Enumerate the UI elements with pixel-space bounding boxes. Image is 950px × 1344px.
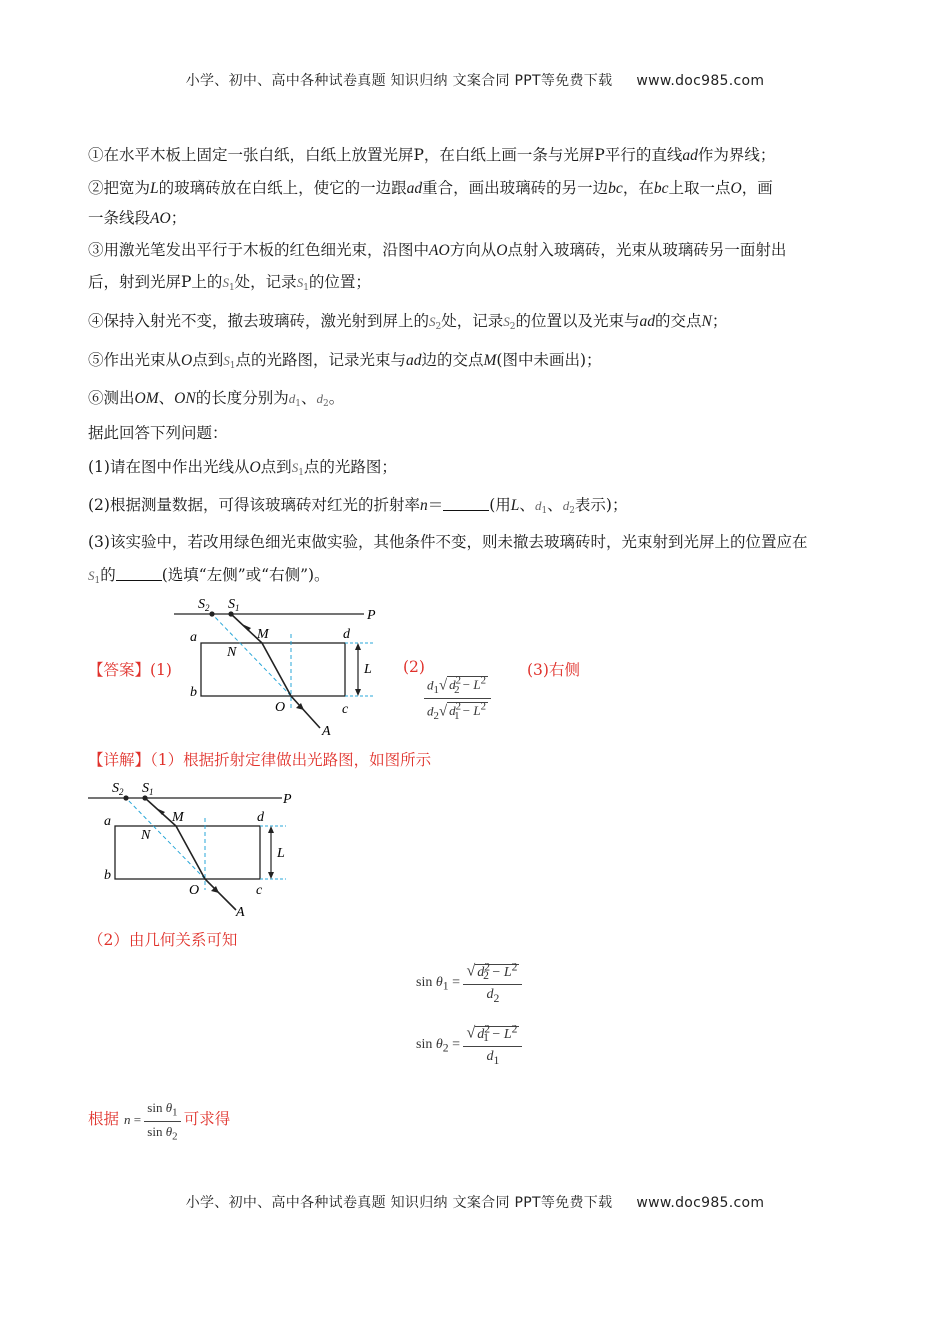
svg-text:O: O	[189, 883, 200, 898]
svg-text:P: P	[283, 792, 292, 807]
header-site: www.doc985.com	[636, 73, 765, 89]
step-3: ③用激光笔发出平行于木板的红色细光束，沿图中AO方向从O点射入玻璃砖，光束从玻璃砖另一面射出	[88, 241, 787, 259]
svg-text:a: a	[190, 630, 197, 645]
detail-intro: 【详解】（1）根据折射定律做出光路图，如图所示	[88, 751, 432, 769]
questions-intro: 据此回答下列问题：	[88, 424, 228, 442]
page-footer	[0, 1192, 950, 1212]
svg-text:A: A	[236, 905, 245, 920]
answer-part-3: (3)右侧	[527, 661, 580, 679]
formula-sin-theta-2: $\sin \theta_2$ = $\frac{√ d^2_1 - L^2}{d_1}$	[416, 1022, 522, 1067]
svg-text:d: d	[343, 627, 350, 642]
detail-part-2: （2）由几何关系可知	[88, 931, 238, 949]
page-header	[0, 70, 950, 90]
svg-text:L: L	[364, 662, 372, 677]
svg-text:P: P	[367, 608, 376, 623]
step-2-cont: 一条线段AO；	[88, 209, 187, 227]
step-2: ②把宽为L的玻璃砖放在白纸上，使它的一边跟ad重合，画出玻璃砖的另一边bc，在bc上取一点O，画	[88, 179, 773, 197]
question-1: (1)请在图中作出光线从O点到$S_1$点的光路图；	[88, 458, 397, 478]
footer-title: 小学、初中、高中各种试卷真题 知识归纳 文案合同 PPT等免费下载	[185, 1195, 613, 1211]
svg-text:A: A	[322, 724, 331, 739]
answer-figure	[168, 592, 393, 740]
svg-text:O: O	[275, 700, 286, 715]
answer-part-2-label: (2)	[403, 658, 425, 676]
step-5: ⑤作出光束从O点到$S_1$点的光路图，记录光束与ad边的交点M(图中未画出)；	[88, 351, 602, 371]
svg-text:c: c	[256, 883, 263, 898]
step-6: ⑥测出OM、ON的长度分别为$d_1$、$d_2$。	[88, 389, 345, 409]
svg-text:M: M	[257, 627, 269, 642]
svg-text:N: N	[227, 645, 237, 660]
question-3-cont: $S_1$的 (选填“左侧”或“右侧”)。	[88, 566, 330, 586]
svg-text:S2: $S_2$	[112, 781, 124, 797]
svg-text:c: c	[342, 702, 349, 717]
svg-text:N: N	[141, 828, 151, 843]
detail-conclusion: 根据 n = $\frac{\sin \theta_1}{\sin \theta_2}$ 可求得	[88, 1100, 231, 1143]
answer-blank	[443, 497, 489, 511]
svg-text:M: M	[172, 810, 184, 825]
answer-label: 【答案】(1)	[88, 661, 172, 679]
step-1: ①在水平木板上固定一张白纸，白纸上放置光屏P，在白纸上画一条与光屏P平行的直线ad作为界线；	[88, 146, 776, 164]
svg-text:S2: $S_2$	[198, 597, 210, 613]
svg-text:S1: $S_1$	[142, 781, 154, 797]
svg-text:d: d	[257, 810, 264, 825]
svg-text:a: a	[104, 814, 111, 829]
question-2: (2)根据测量数据，可得该玻璃砖对红光的折射率n＝ (用L、$d_1$、$d_2$表示)；	[88, 496, 628, 516]
answer-blank-2	[116, 567, 162, 581]
svg-text:b: b	[190, 685, 197, 700]
question-3: (3)该实验中，若改用绿色细光束做实验，其他条件不变，则未撤去玻璃砖时，光束射到光屏上的位置应在	[88, 533, 808, 551]
footer-site: www.doc985.com	[636, 1195, 765, 1211]
answer-formula: $\frac{d_1√ d^2_2 - L^2}{d_2√ d^2_1 - L^2}$	[424, 675, 491, 722]
step-3-cont: 后，射到光屏P上的$S_1$处，记录$S_1$的位置；	[88, 273, 371, 293]
svg-text:b: b	[104, 868, 111, 883]
svg-text:L: L	[277, 846, 285, 861]
detail-figure	[84, 772, 309, 920]
svg-text:S1: $S_1$	[228, 597, 240, 613]
step-4: ④保持入射光不变，撤去玻璃砖，激光射到屏上的$S_2$处，记录$S_2$的位置以及光束与ad的交点N；	[88, 312, 728, 332]
header-title: 小学、初中、高中各种试卷真题 知识归纳 文案合同 PPT等免费下载	[185, 73, 613, 89]
formula-sin-theta-1: $\sin \theta_1$ = $\frac{√ d^2_2 - L^2}{d_2}$	[416, 960, 522, 1005]
